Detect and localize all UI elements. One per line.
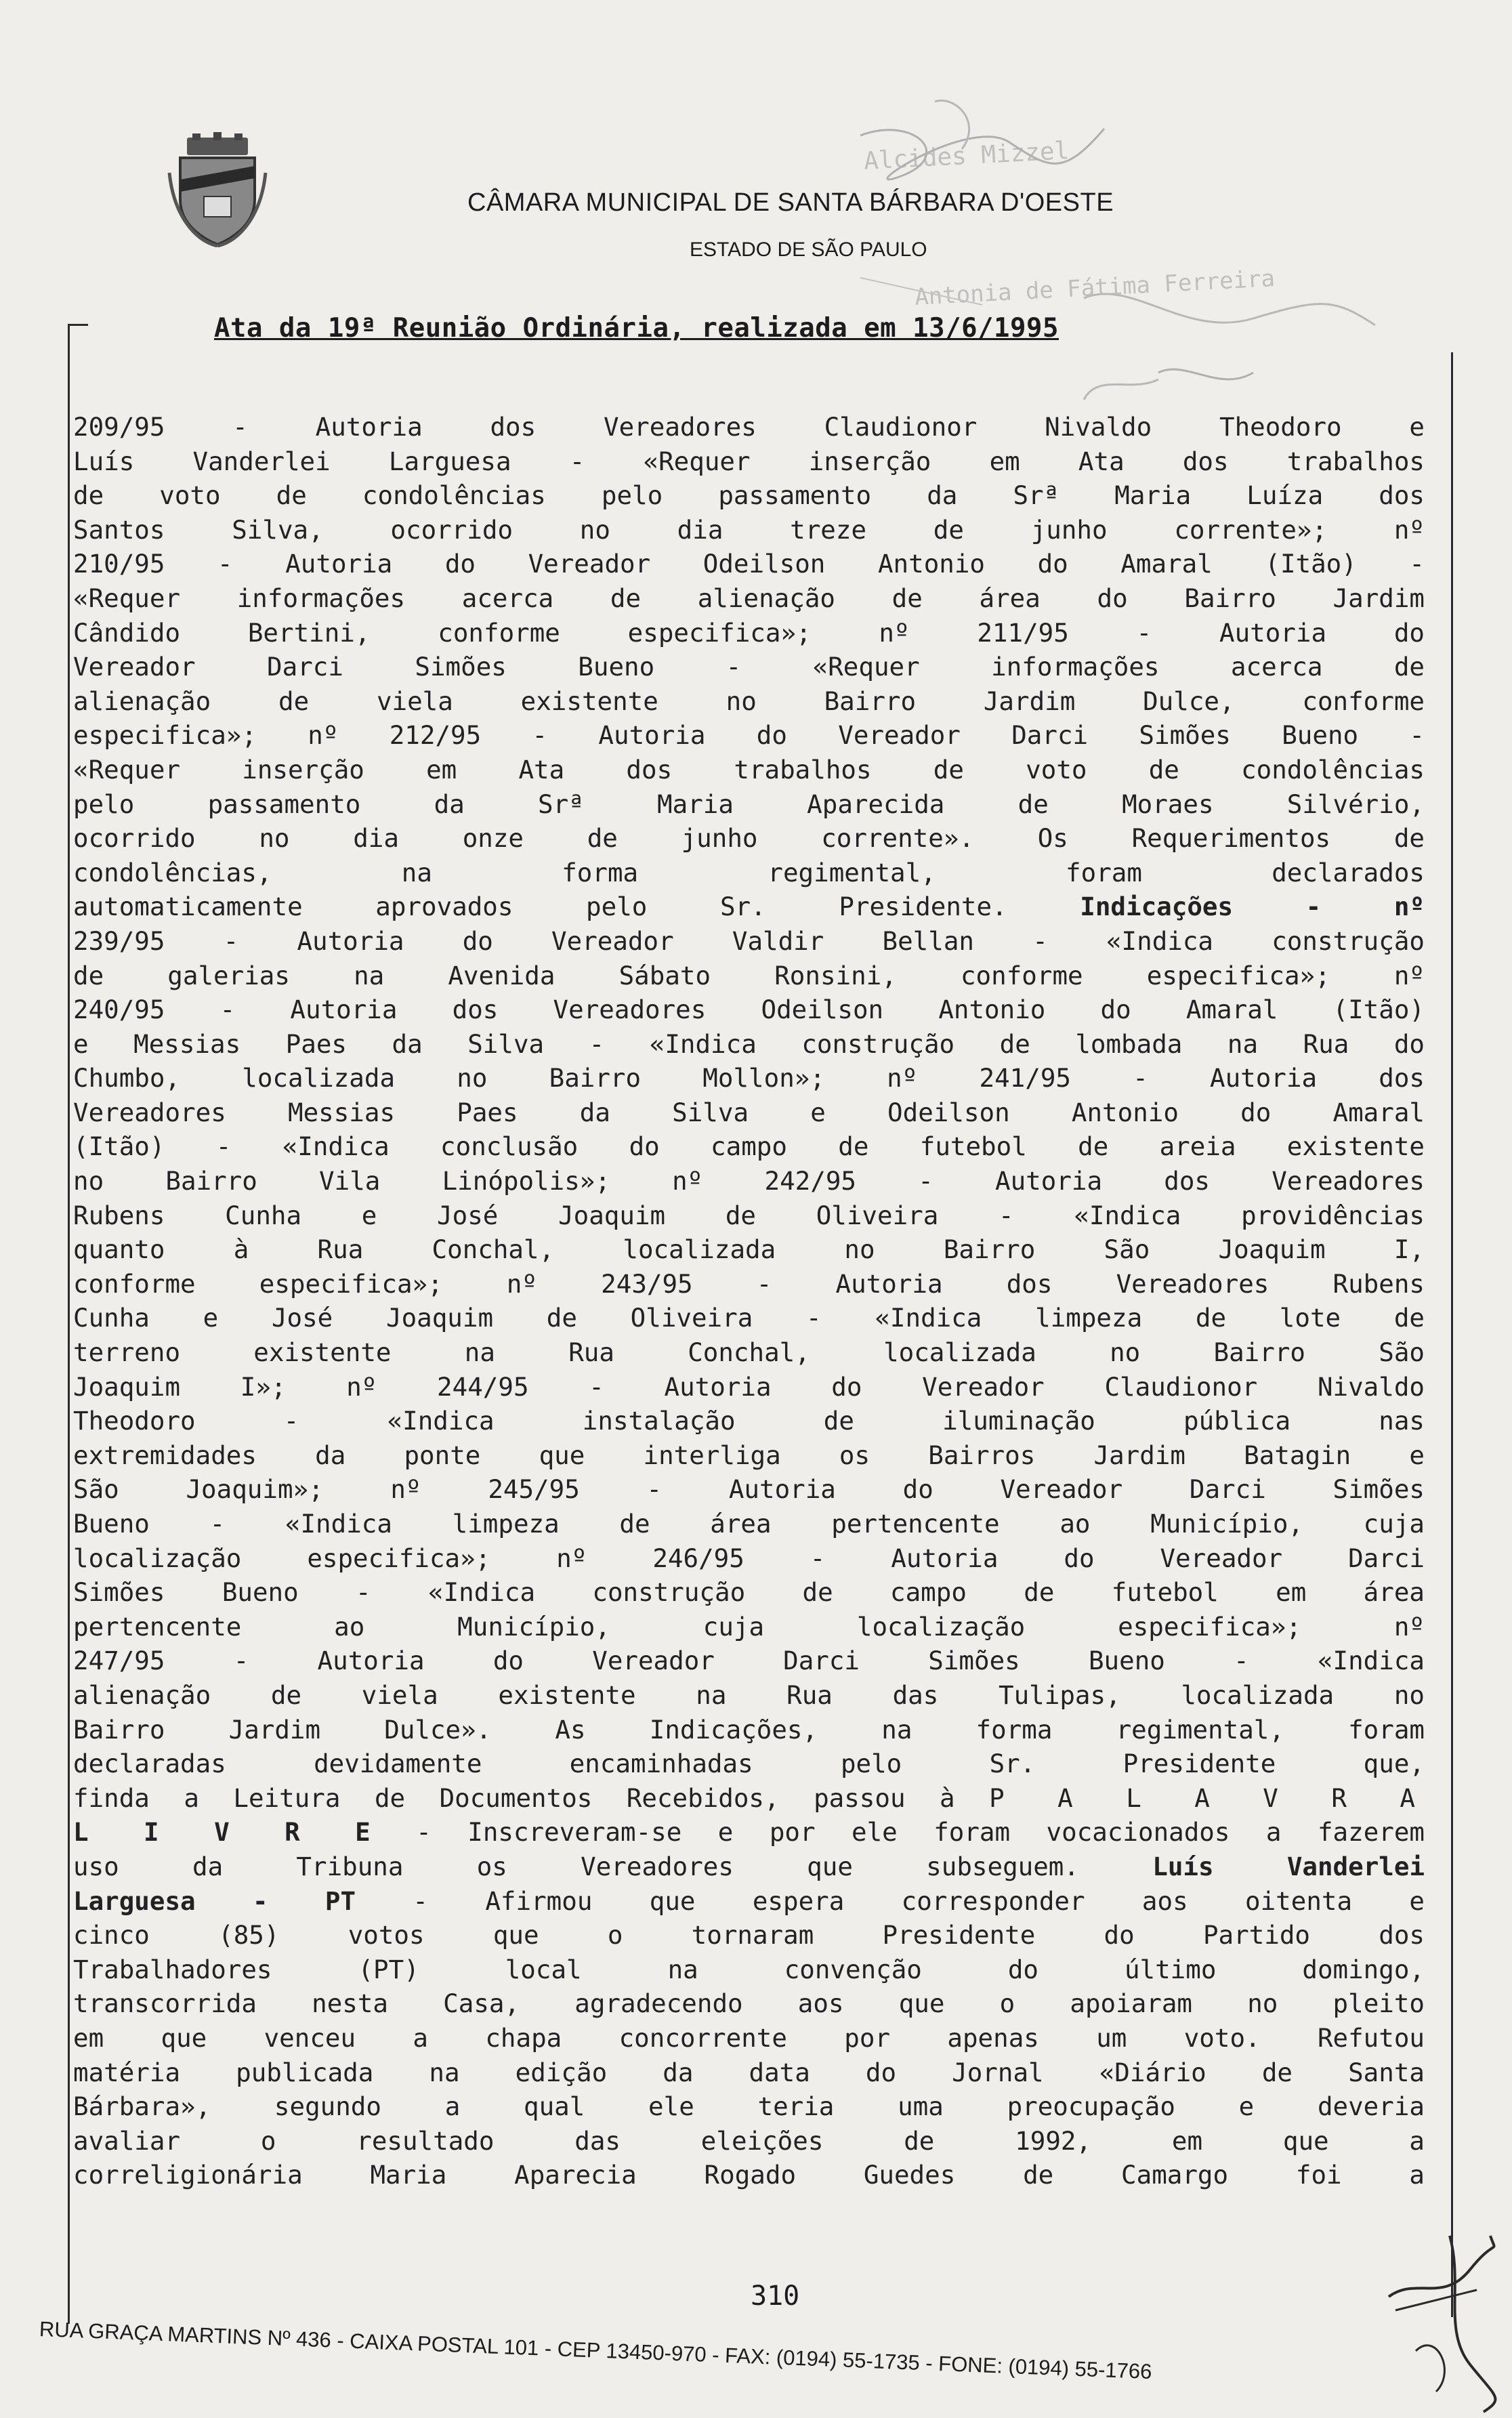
- body-line: avaliar o resultado das eleições de 1992, em que a: [73, 2125, 1425, 2156]
- body-line-indicacoes: [73, 890, 1425, 924]
- body-line: Theodoro - «Indica instalação de iluminação pública nas: [73, 1406, 1425, 1436]
- body-line: em que venceu a chapa concorrente por apenas um voto. Refutou: [73, 2022, 1425, 2053]
- body-line: conforme especifica»; nº 243/95 - Autoria dos Vereadores Rubens: [73, 1268, 1425, 1299]
- body-line: (Itão) - «Indica conclusão do campo de futebol de areia existente: [73, 1131, 1425, 1162]
- body-line: transcorrida nesta Casa, agradecendo aos que o apoiaram no pleito: [73, 1988, 1425, 2019]
- body-line: Cunha e José Joaquim de Oliveira - «Indica limpeza de lote de: [73, 1303, 1425, 1333]
- body-line-palavra: [73, 1781, 1425, 1816]
- body-line: Bueno - «Indica limpeza de área pertencente ao Município, cuja: [73, 1509, 1425, 1539]
- body-line: Chumbo, localizada no Bairro Mollon»; nº 241/95 - Autoria dos: [73, 1063, 1425, 1093]
- body-line-livre: [73, 1815, 1425, 1850]
- ghost-text-2: Antonia de Fátima Ferreira: [914, 265, 1276, 311]
- body-line: 239/95 - Autoria do Vereador Valdir Bellan - «Indica construção: [73, 925, 1425, 956]
- body-line-text: - Inscreveram-se e por ele foram vocacionados a fazerem: [416, 1817, 1425, 1848]
- body-line: Joaquim I»; nº 244/95 - Autoria do Vereador Claudionor Nivaldo: [73, 1371, 1425, 1402]
- body-line: e Messias Paes da Silva - «Indica construção de lombada na Rua do: [73, 1028, 1425, 1059]
- top-left-tick: [68, 324, 88, 326]
- municipal-crest-icon: [167, 132, 268, 247]
- body-line: condolências, na forma regimental, foram declarados: [73, 857, 1425, 888]
- body-line: 247/95 - Autoria do Vereador Darci Simões Bueno - «Indica: [73, 1646, 1425, 1676]
- body-line: terreno existente na Rua Conchal, localizada no Bairro São: [73, 1337, 1425, 1368]
- body-line-text: uso da Tribuna os Vereadores que subseguem.: [73, 1851, 1079, 1881]
- body-line-speaker: [73, 1850, 1425, 1884]
- body-line: matéria publicada na edição da data do Jornal «Diário de Santa: [73, 2057, 1425, 2087]
- signature-top: [779, 75, 1456, 454]
- body-line: pertencente ao Município, cuja localização especifica»; nº: [73, 1611, 1425, 1642]
- body-line-text: - Afirmou que espera corresponder aos oitenta e: [413, 1885, 1425, 1916]
- body-line: Luís Vanderlei Larguesa - «Requer inserção em Ata dos trabalhos: [73, 446, 1425, 476]
- institution-name: CÂMARA MUNICIPAL DE SANTA BÁRBARA D'OESTE: [467, 188, 1114, 217]
- document-title: Ata da 19ª Reunião Ordinária, realizada em 13/6/1995: [214, 313, 1059, 343]
- left-margin-rule: [68, 325, 70, 2324]
- body-line: Bairro Jardim Dulce». As Indicações, na forma regimental, foram: [73, 1714, 1425, 1745]
- body-line: Cândido Bertini, conforme especifica»; nº 211/95 - Autoria do: [73, 617, 1425, 648]
- body-line: declaradas devidamente encaminhadas pelo Sr. Presidente que,: [73, 1749, 1425, 1779]
- body-line: Vereador Darci Simões Bueno - «Requer informações acerca de: [73, 652, 1425, 682]
- body-line: Vereadores Messias Paes da Silva e Odeilson Antonio do Amaral: [73, 1097, 1425, 1127]
- ghost-text-1: Alcides Mizzel: [863, 137, 1070, 175]
- body-line: «Requer inserção em Ata dos trabalhos de voto de condolências: [73, 754, 1425, 785]
- body-line: extremidades da ponte que interliga os Bairros Jardim Batagin e: [73, 1440, 1425, 1470]
- body-line: pelo passamento da Srª Maria Aparecida de Moraes Silvério,: [73, 789, 1425, 819]
- palavra-heading: P A L A V R A: [989, 1783, 1425, 1813]
- body-line-text: finda a Leitura de Documentos Recebidos, passou à: [73, 1783, 955, 1813]
- body-line: Santos Silva, ocorrido no dia treze de junho corrente»; nº: [73, 514, 1425, 545]
- signature-bottom: [1375, 2195, 1511, 2418]
- body-line: Rubens Cunha e José Joaquim de Oliveira - «Indica providências: [73, 1200, 1425, 1230]
- body-line: 240/95 - Autoria dos Vereadores Odeilson Antonio do Amaral (Itão): [73, 995, 1425, 1025]
- body-line: localização especifica»; nº 246/95 - Autoria do Vereador Darci: [73, 1543, 1425, 1573]
- body-line: especifica»; nº 212/95 - Autoria do Vereador Darci Simões Bueno -: [73, 720, 1425, 751]
- indicacoes-heading: Indicações - nº: [1080, 892, 1425, 922]
- body-line: alienação de viela existente na Rua das Tulipas, localizada no: [73, 1680, 1425, 1710]
- body-line: no Bairro Vila Linópolis»; nº 242/95 - Autoria dos Vereadores: [73, 1166, 1425, 1196]
- body-line-speaker2: [73, 1884, 1425, 1919]
- speaker-party: Larguesa - PT: [73, 1885, 356, 1916]
- body-line: Simões Bueno - «Indica construção de campo de futebol em área: [73, 1577, 1425, 1608]
- speaker-name: Luís Vanderlei: [1152, 1851, 1425, 1881]
- body-line: de voto de condolências pelo passamento da Srª Maria Luíza dos: [73, 480, 1425, 511]
- body-line-text: automaticamente aprovados pelo Sr. Presidente.: [73, 892, 1007, 922]
- body-line: correligionária Maria Aparecia Rogado Guedes de Camargo foi a: [73, 2160, 1425, 2190]
- body-line: alienação de viela existente no Bairro Jardim Dulce, conforme: [73, 686, 1425, 716]
- right-margin-rule: [1451, 352, 1453, 2317]
- body-line: cinco (85) votos que o tornaram Presidente do Partido dos: [73, 1920, 1425, 1951]
- institution-state: ESTADO DE SÃO PAULO: [690, 238, 927, 261]
- body-line: 210/95 - Autoria do Vereador Odeilson Antonio do Amaral (Itão) -: [73, 549, 1425, 579]
- page-number: 310: [751, 2280, 800, 2312]
- footer-address: RUA GRAÇA MARTINS Nº 436 - CAIXA POSTAL 101 - CEP 13450-970 - FAX: (0194) 55-1735 - FONE: (0194) 55-1766: [39, 2317, 1153, 2384]
- minutes-body: [73, 410, 1425, 2192]
- body-line: ocorrido no dia onze de junho corrente». Os Requerimentos de: [73, 823, 1425, 854]
- body-line: Bárbara», segundo a qual ele teria uma preocupação e deveria: [73, 2091, 1425, 2122]
- body-line: São Joaquim»; nº 245/95 - Autoria do Vereador Darci Simões: [73, 1474, 1425, 1505]
- body-line: 209/95 - Autoria dos Vereadores Claudionor Nivaldo Theodoro e: [73, 412, 1425, 442]
- body-line: «Requer informações acerca de alienação de área do Bairro Jardim: [73, 583, 1425, 613]
- livre-heading: L I V R E: [73, 1817, 380, 1848]
- body-line: Trabalhadores (PT) local na convenção do último domingo,: [73, 1954, 1425, 1984]
- body-line: quanto à Rua Conchal, localizada no Bairro São Joaquim I,: [73, 1234, 1425, 1265]
- body-line: de galerias na Avenida Sábato Ronsini, conforme especifica»; nº: [73, 960, 1425, 991]
